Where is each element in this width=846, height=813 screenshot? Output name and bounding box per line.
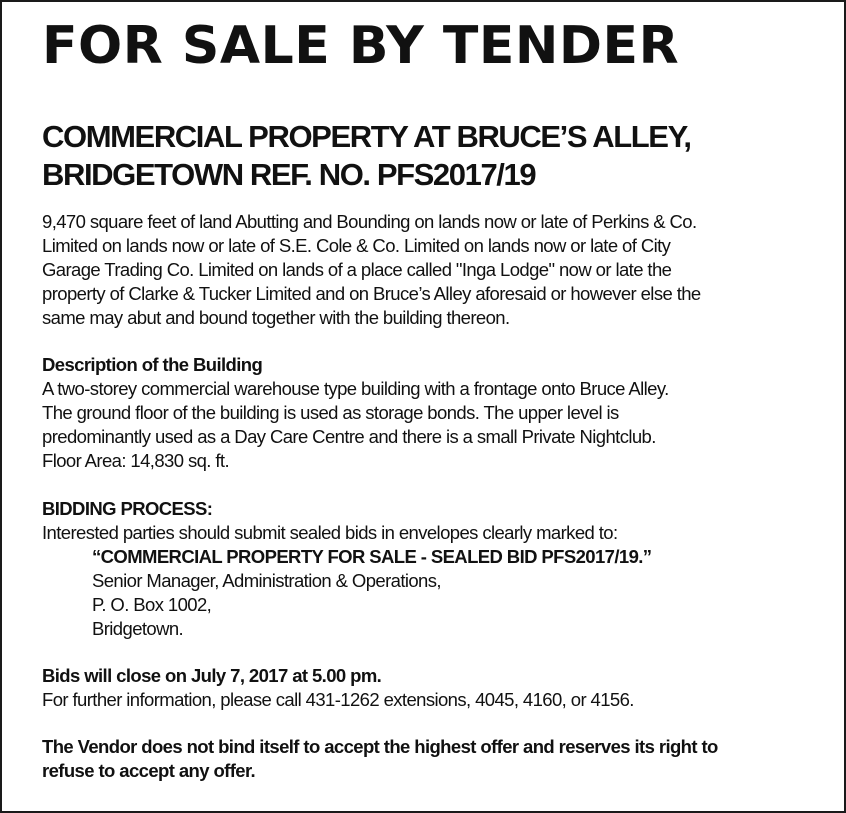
vendor-disclaimer xyxy=(42,735,814,783)
land-description-line: property of Clarke & Tucker Limited and on Bruce’s Alley aforesaid or however else the xyxy=(42,283,701,304)
bid-deadline: Bids will close on July 7, 2017 at 5.00 pm. xyxy=(42,665,382,686)
disclaimer-line: The Vendor does not bind itself to accept the highest offer and reserves its right to xyxy=(42,736,718,757)
land-description-line: Garage Trading Co. Limited on lands of a place called "Inga Lodge" now or late the xyxy=(42,259,672,280)
floor-area: Floor Area: 14,830 sq. ft. xyxy=(42,450,229,471)
closing-details xyxy=(42,664,814,712)
bidding-instruction: Interested parties should submit sealed bids in envelopes clearly marked to: xyxy=(42,522,618,543)
building-description-line: The ground floor of the building is used as storage bonds. The upper level is xyxy=(42,402,619,423)
address-line: P. O. Box 1002, xyxy=(92,594,212,615)
contact-info: For further information, please call 431-1262 extensions, 4045, 4160, or 4156. xyxy=(42,689,634,710)
land-description-line: 9,470 square feet of land Abutting and Bounding on lands now or late of Perkins & Co. xyxy=(42,211,697,232)
land-description-line: same may abut and bound together with the building thereon. xyxy=(42,307,510,328)
address-line: Senior Manager, Administration & Operations, xyxy=(92,570,441,591)
land-description-line: Limited on lands now or late of S.E. Cole & Co. Limited on lands now or late of City xyxy=(42,235,671,256)
address-line: Bridgetown. xyxy=(92,618,184,639)
land-description xyxy=(42,210,814,330)
subtitle-line: COMMERCIAL PROPERTY AT BRUCE’S ALLEY, xyxy=(42,119,691,154)
bidding-process-heading: BIDDING PROCESS: xyxy=(42,498,213,519)
building-description-line: A two-storey commercial warehouse type building with a frontage onto Bruce Alley. xyxy=(42,378,669,399)
disclaimer-line: refuse to accept any offer. xyxy=(42,760,256,781)
envelope-label: “COMMERCIAL PROPERTY FOR SALE - SEALED BID PFS2017/19.” xyxy=(92,546,652,567)
subtitle-line: BRIDGETOWN REF. NO. PFS2017/19 xyxy=(42,157,536,192)
building-description-heading: Description of the Building xyxy=(42,354,263,375)
property-subtitle xyxy=(42,118,814,194)
building-description xyxy=(42,353,814,473)
bidding-process xyxy=(42,497,814,641)
notice-title: FOR SALE BY TENDER xyxy=(42,16,680,76)
building-description-line: predominantly used as a Day Care Centre and there is a small Private Nightclub. xyxy=(42,426,656,447)
